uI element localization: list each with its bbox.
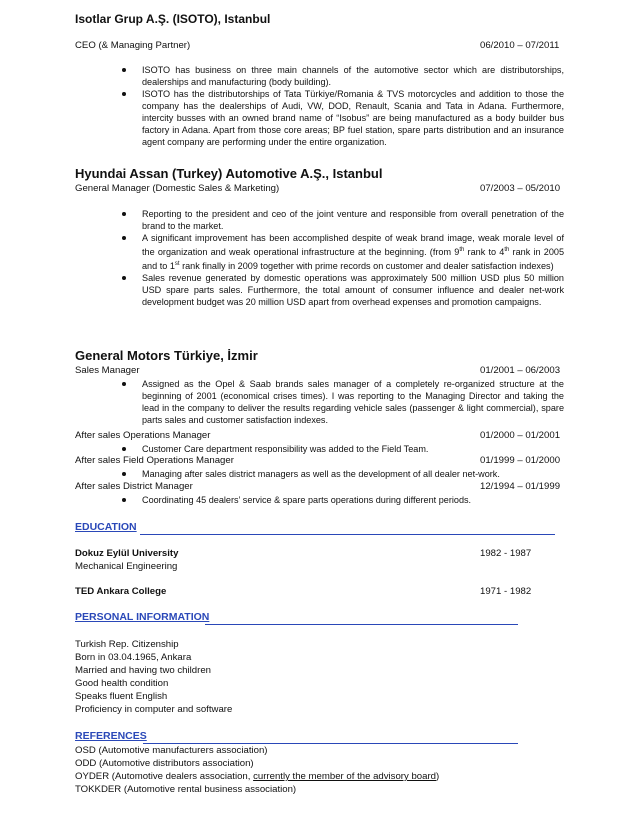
job-dates-hyundai: 07/2003 – 05/2010 — [480, 183, 561, 194]
bullet-icon — [122, 236, 126, 240]
reference-oyder-text: OYDER (Automotive dealers association, — [75, 771, 254, 782]
education-divider — [140, 534, 555, 535]
education-school: Dokuz Eylül University — [75, 548, 179, 559]
bullet-list-gm-district — [122, 494, 564, 506]
job-title-hyundai: General Manager (Domestic Sales & Marketing) — [75, 183, 280, 194]
list-item: ISOTO has business on three main channels of the automotive sector which are distributorships, dealerships and manufacturing (body building). — [122, 64, 564, 88]
list-item: ISOTO has the distributorships of Tata Türkiye/Romania & TVS motorcycles and addition to those the company has the dealerships of Audi, VW, DOD, Renault, Scania and Tata in Adana. Furthermore, intercity busses with an owned brand name of “Isobus” are being manufactured as a body builder bus factory in Adana. Apart from those core areas; BP fuel station, spare parts distribution and an insurance agent company are performing under the entire organization. — [122, 88, 564, 148]
personal-line: Married and having two children — [75, 665, 211, 676]
bullet-icon — [122, 276, 126, 280]
education-heading: EDUCATION — [75, 521, 137, 533]
bullet-icon — [122, 447, 126, 451]
personal-line: Good health condition — [75, 678, 169, 689]
job-dates-isoto: 06/2010 – 07/2011 — [480, 40, 560, 51]
reference-line: ODD (Automotive distributors association) — [75, 758, 254, 769]
job-company-hyundai: Hyundai Assan (Turkey) Automotive A.Ş., Istanbul — [75, 166, 383, 181]
list-item: Sales revenue generated by domestic operations was approximately 500 million USD plus 50 million USD spare parts sales. Furthermore, the total amount of consumer influence and dealer net-work development budget was 20 million USD apart from overhead expenses and promotion campaigns. — [122, 272, 564, 308]
reference-line: OSD (Automotive manufacturers association) — [75, 745, 268, 756]
role-dates: 12/1994 – 01/1999 — [480, 481, 561, 492]
references-divider — [143, 743, 518, 744]
education-detail: Mechanical Engineering — [75, 561, 178, 572]
bullet-list-gm-ops — [122, 443, 564, 455]
advisory-board-note: currently the member of the advisory board — [253, 771, 436, 782]
personal-line: Turkish Rep. Citizenship — [75, 639, 179, 650]
job-company-isoto: Isotlar Grup A.Ş. (ISOTO), Istanbul — [75, 12, 271, 26]
role-title: After sales Field Operations Manager — [75, 455, 234, 466]
personal-heading: PERSONAL INFORMATION — [75, 611, 210, 623]
bullet-icon — [122, 472, 126, 476]
list-item: Coordinating 45 dealers’ service & spare parts operations during different periods. — [122, 494, 564, 506]
reference-oyder-close: ) — [436, 771, 440, 782]
list-item: A significant improvement has been accomplished despite of weak brand image, weak morale level of the organization and weak operational infrastructure at the beginning. (from 9th rank to 4th rank in 2005 and to 1st rank finally in 2009 together with prime records on customer and dealer satisfaction indexes) — [122, 232, 564, 272]
personal-line: Proficiency in computer and software — [75, 704, 233, 715]
education-dates: 1971 - 1982 — [480, 586, 532, 597]
bullet-icon — [122, 382, 126, 386]
bullet-list-gm-field — [122, 468, 564, 480]
personal-divider — [205, 624, 518, 625]
role-dates: 01/2001 – 06/2003 — [480, 365, 561, 376]
bullet-list-isoto — [122, 64, 564, 148]
role-title: After sales District Manager — [75, 481, 193, 492]
bullet-icon — [122, 212, 126, 216]
personal-line: Speaks fluent English — [75, 691, 168, 702]
bullet-icon — [122, 92, 126, 96]
bullet-icon — [122, 68, 126, 72]
role-dates: 01/2000 – 01/2001 — [480, 430, 561, 441]
personal-line: Born in 03.04.1965, Ankara — [75, 652, 192, 663]
references-heading: REFERENCES — [75, 730, 147, 742]
job-company-gm: General Motors Türkiye, İzmir — [75, 348, 258, 363]
role-title: After sales Operations Manager — [75, 430, 211, 441]
ordinal-suffix: th — [459, 247, 465, 253]
education-school: TED Ankara College — [75, 586, 167, 597]
reference-line: TOKKDER (Automotive rental business association) — [75, 784, 297, 795]
list-item: Customer Care department responsibility was added to the Field Team. — [122, 443, 564, 455]
role-title: Sales Manager — [75, 365, 140, 376]
ordinal-suffix: th — [504, 247, 510, 253]
job-title-isoto: CEO (& Managing Partner) — [75, 40, 191, 51]
reference-line — [75, 771, 439, 783]
list-item: Assigned as the Opel & Saab brands sales manager of a completely re-organized structure at the beginning of 2001 (economical crises times). I was reporting to the Managing Director and taking the lead in the company to deliver the results regarding vehicle sales (passenger & light commercial), spare parts sales and customer satisfaction indexes. — [122, 378, 564, 426]
list-item: Managing after sales district managers as well as the development of all dealer net-work. — [122, 468, 564, 480]
role-dates: 01/1999 – 01/2000 — [480, 455, 561, 466]
bullet-icon — [122, 498, 126, 502]
ordinal-suffix: st — [174, 261, 180, 268]
education-dates: 1982 - 1987 — [480, 548, 532, 559]
bullet-list-hyundai — [122, 208, 564, 308]
bullet-list-gm-sales — [122, 378, 564, 426]
list-item: Reporting to the president and ceo of the joint venture and responsible from overall penetration of the brand to the market. — [122, 208, 564, 232]
